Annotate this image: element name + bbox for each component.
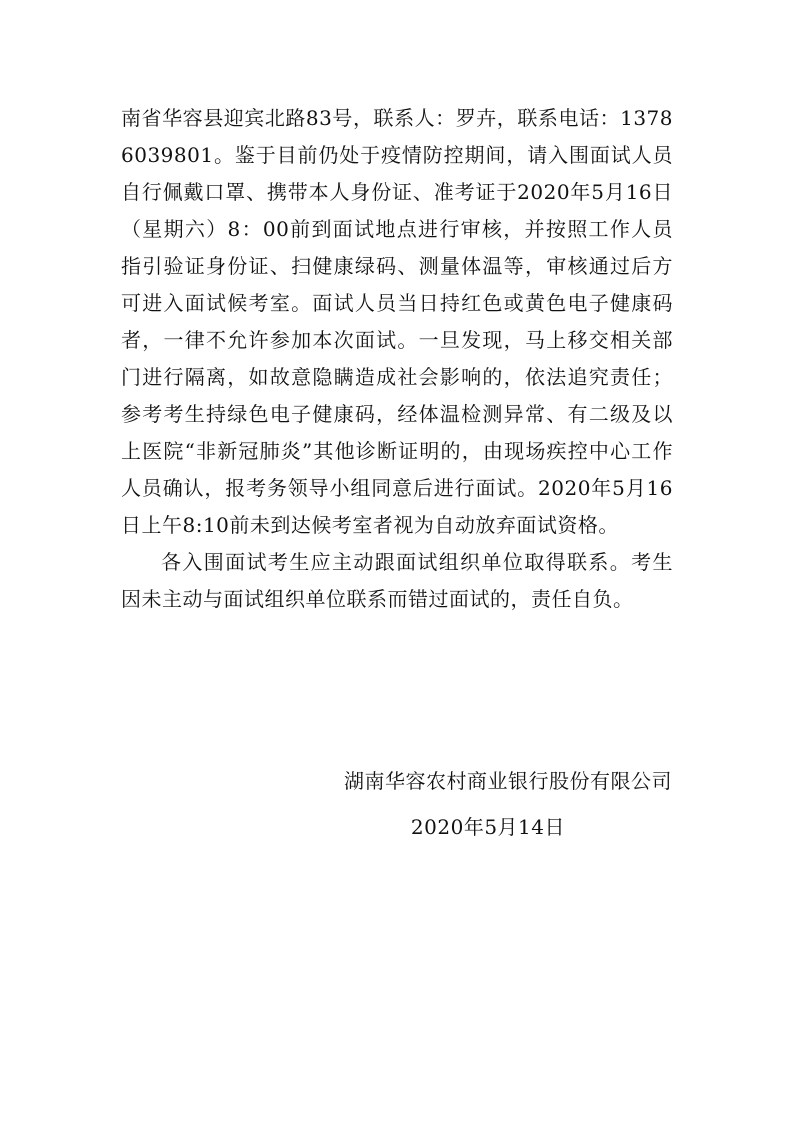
- signature-organization: 湖南华容农村商业银行股份有限公司: [344, 769, 672, 793]
- signature-block: [120, 763, 672, 846]
- signature-date: 2020年5月14日: [410, 815, 565, 839]
- document-body: [121, 100, 673, 618]
- paragraph-interview-notice: 南省华容县迎宾北路83号，联系人：罗卉，联系电话：13786039801。鉴于目前仍处于疫情防控期间，请入围面试人员自行佩戴口罩、携带本人身份证、准考证于2020年5月16日（星期六）8：00前到面试地点进行审核，并按照工作人员指引验证身份证、扫健康绿码、测量体温等，审核通过后方可进入面试候考室。面试人员当日持红色或黄色电子健康码者，一律不允许参加本次面试。一旦发现，马上移交相关部门进行隔离，如故意隐瞒造成社会影响的，依法追究责任；参考考生持绿色电子健康码，经体温检测异常、有二级及以上医院“非新冠肺炎”其他诊断证明的，由现场疾控中心工作人员确认，报考务领导小组同意后进行面试。2020年5月16日上午8:10前未到达候考室者视为自动放弃面试资格。: [121, 106, 673, 537]
- paragraph-contact-responsibility: 各入围面试考生应主动跟面试组织单位取得联系。考生因未主动与面试组织单位联系而错过面试的，责任自负。: [121, 550, 673, 611]
